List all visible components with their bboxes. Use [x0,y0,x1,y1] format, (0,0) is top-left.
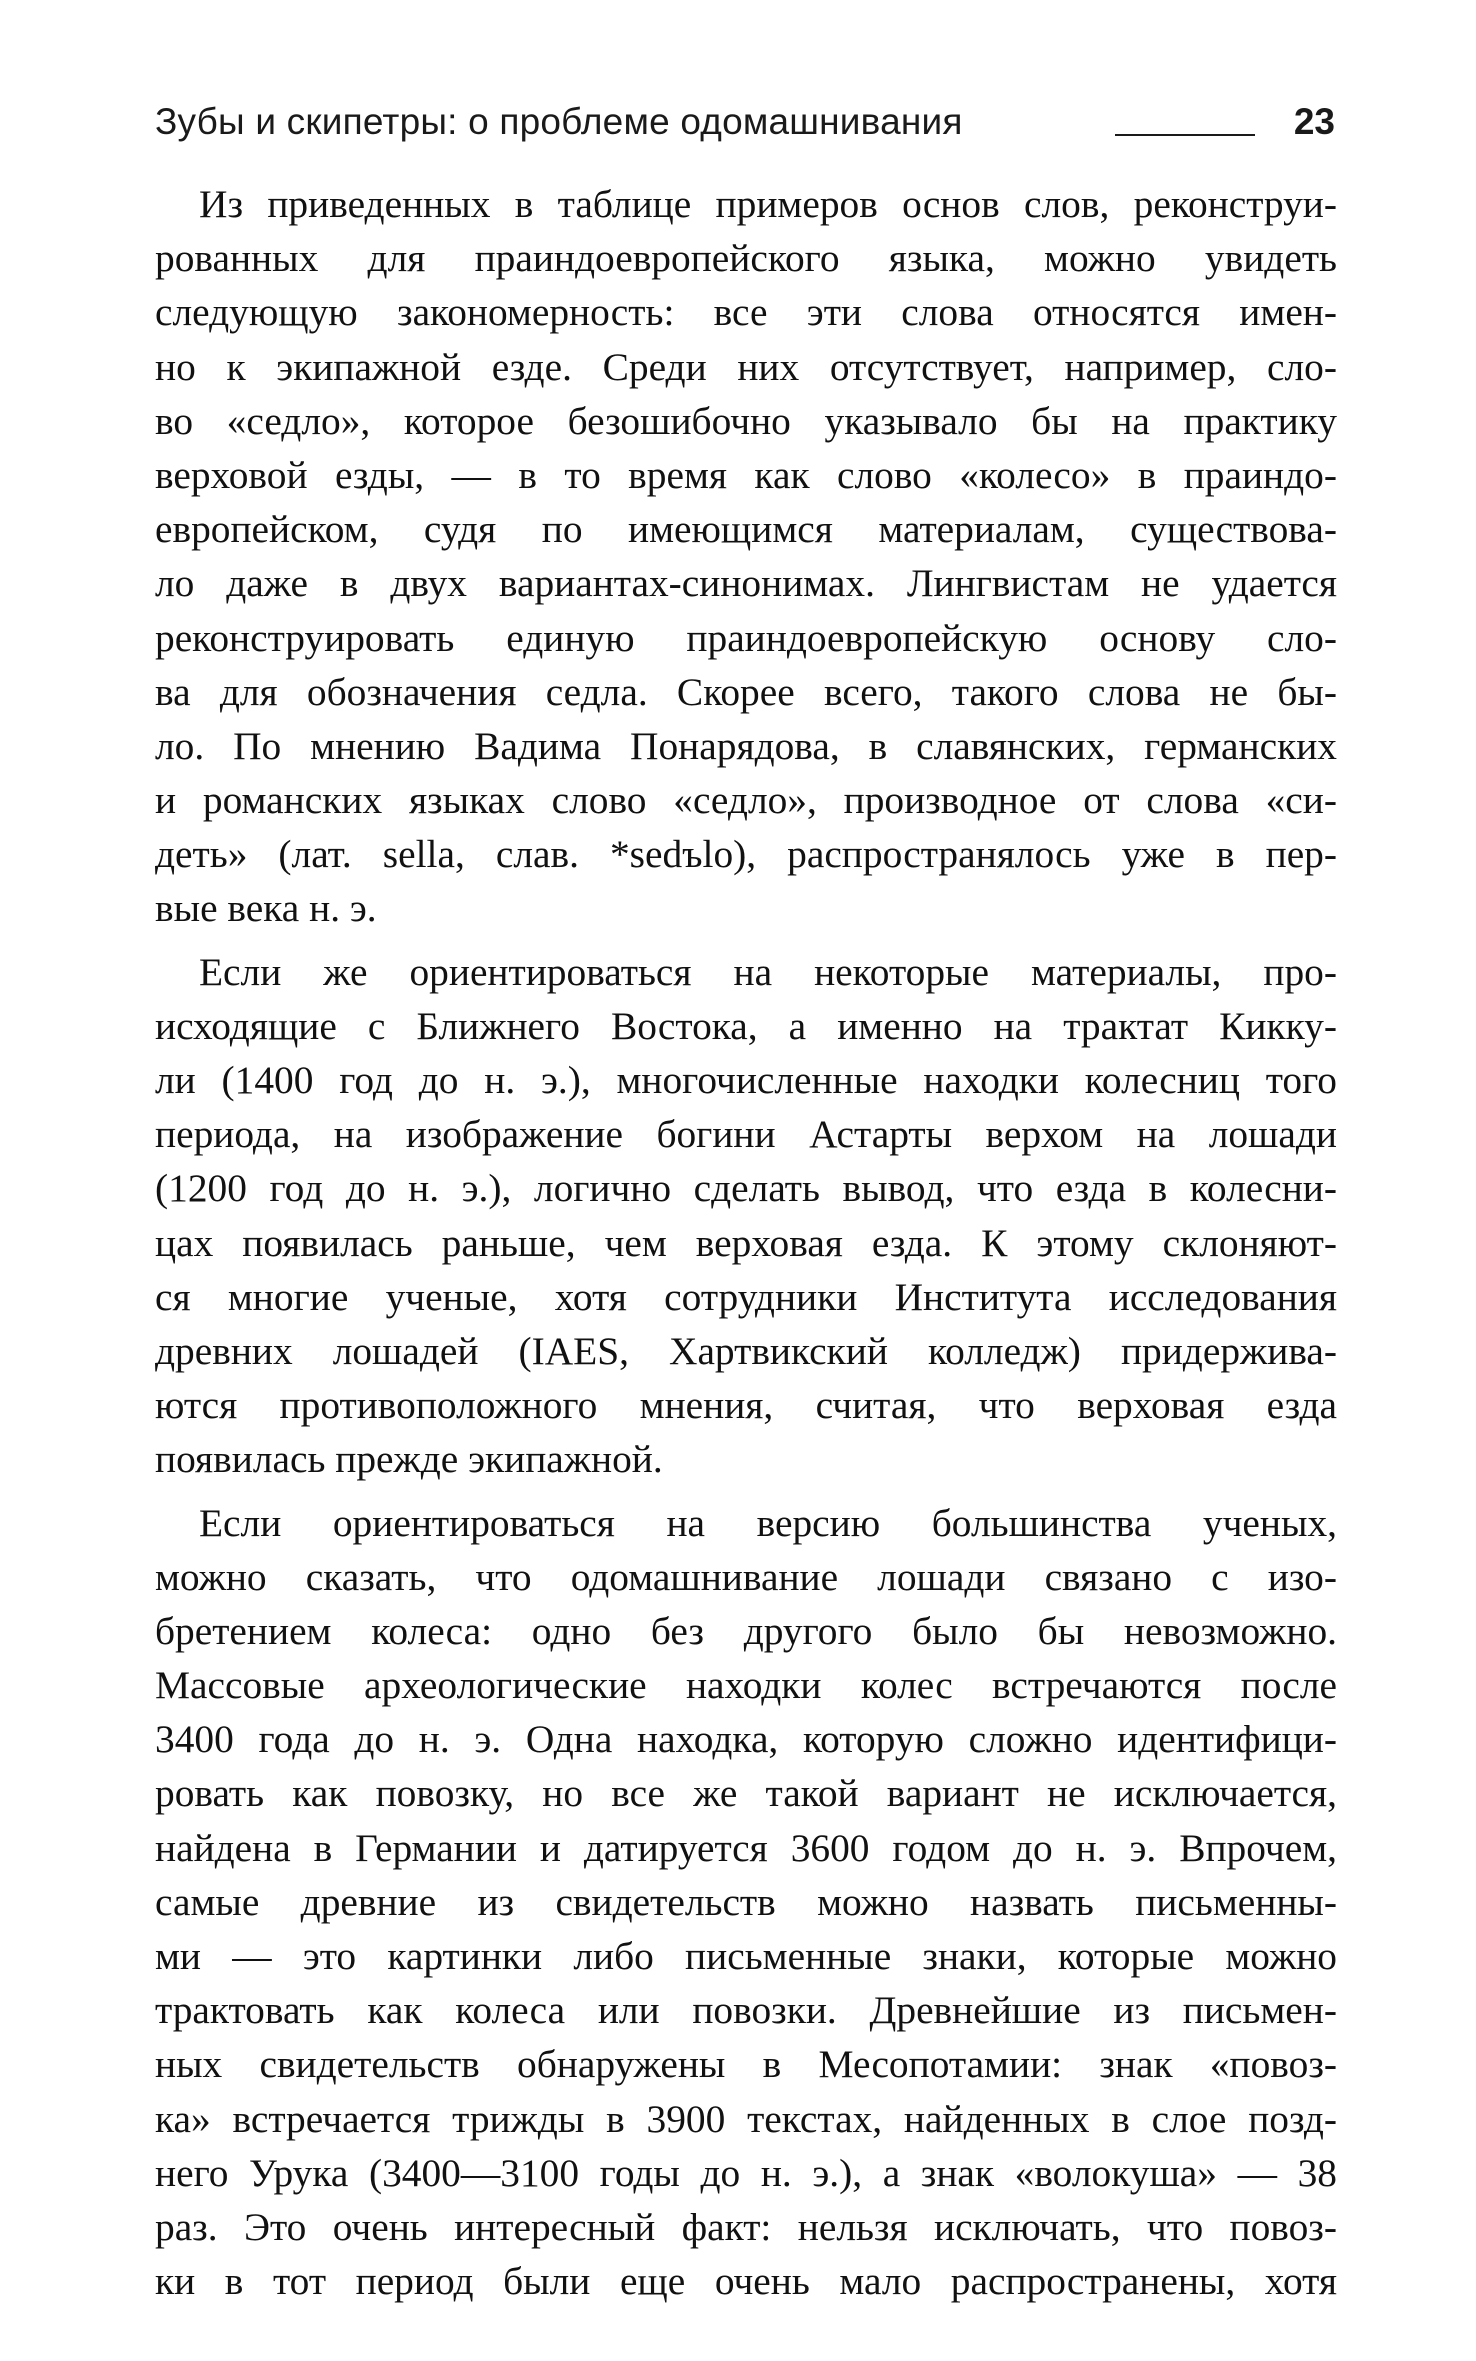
paragraph-1 [155,177,1337,936]
text-line: него Урука (3400—3100 годы до н. э.), а знак «волокуша» — 38 [155,2150,1337,2195]
text-line: исходящие с Ближнего Востока, а именно на трактат Кикку- [155,1003,1337,1048]
text-line: но к экипажной езде. Среди них отсутствует, например, сло- [155,344,1337,389]
text-line: трактовать как колеса или повозки. Древнейшие из письмен- [155,1988,1337,2033]
text-line: можно сказать, что одомашнивание лошади связано с изо- [155,1554,1337,1599]
text-line: раз. Это очень интересный факт: нельзя исключать, что повоз- [155,2204,1337,2249]
running-header-title: Зубы и скипетры: о проблеме одомашнивания [155,101,963,142]
text-line: рованных для праиндоевропейского языка, можно увидеть [155,236,1337,281]
text-line: ки в тот период были еще очень мало распространены, хотя [155,2259,1337,2304]
text-line: ных свидетельств обнаружены в Месопотамии: знак «повоз- [155,2042,1337,2087]
text-line: 3400 года до н. э. Одна находка, которую сложно идентифици- [155,1717,1337,1762]
text-line: ло даже в двух вариантах-синонимах. Лингвистам не удается [155,561,1337,606]
page-number: 23 [1293,101,1335,142]
text-line: европейском, судя по имеющимся материалам, существова- [155,507,1337,552]
text-line: ровать как повозку, но все же такой вариант не исключается, [155,1771,1337,1816]
text-line: древних лошадей (IAES, Хартвикский колледж) придержива- [155,1328,1337,1373]
text-line: Если же ориентироваться на некоторые материалы, про- [199,949,1337,994]
text-line: ся многие ученые, хотя сотрудники Института исследования [155,1274,1337,1319]
text-line: ли (1400 год до н. э.), многочисленные находки колесниц того [155,1058,1337,1102]
text-line: Из приведенных в таблице примеров основ слов, реконструи- [199,182,1337,226]
header-rule [1115,134,1255,136]
text-line: ми — это картинки либо письменные знаки, которые можно [155,1934,1337,1978]
text-line: Если ориентироваться на версию большинства ученых, [199,1500,1337,1545]
body-text [155,177,1337,2308]
text-line: вые века н. э. [155,886,377,931]
text-line: найдена в Германии и датируется 3600 годом до н. э. Впрочем, [155,1825,1337,1870]
paragraph-gap [155,1487,1337,1496]
text-line: ва для обозначения седла. Скорее всего, такого слова не бы- [155,669,1337,714]
text-line: во «седло», которое безошибочно указывало бы на практику [155,398,1337,443]
text-line: ло. По мнению Вадима Понарядова, в славянских, германских [155,723,1337,768]
text-line: ка» встречается трижды в 3900 текстах, найденных в слое позд- [155,2096,1337,2141]
text-line: верховой езды, — в то время как слово «колесо» в праиндо- [155,452,1337,497]
text-line: бретением колеса: одно без другого было бы невозможно. [155,1608,1337,1653]
paragraph-3 [155,1496,1337,2309]
text-line: и романских языках слово «седло», производное от слова «си- [155,778,1337,823]
running-header [155,92,1335,152]
text-line: ются противоположного мнения, считая, что верховая езда [155,1383,1337,1428]
text-line: следующую закономерность: все эти слова относятся имен- [155,290,1337,335]
paragraph-gap [155,936,1337,945]
text-line: самые древние из свидетельств можно назвать письменны- [155,1879,1337,1924]
text-line: реконструировать единую праиндоевропейскую основу сло- [155,615,1337,660]
text-line: цах появилась раньше, чем верховая езда. К этому склоняют- [155,1220,1337,1265]
text-line: (1200 год до н. э.), логично сделать вывод, что езда в колесни- [155,1166,1337,1211]
paragraph-2 [155,945,1337,1487]
text-line: деть» (лат. sella, слав. *sedъlo), распространялось уже в пер- [155,832,1337,877]
text-line: появилась прежде экипажной. [155,1437,663,1482]
text-line: Массовые археологические находки колес встречаются после [155,1663,1337,1708]
text-line: периода, на изображение богини Астарты верхом на лошади [155,1112,1337,1157]
